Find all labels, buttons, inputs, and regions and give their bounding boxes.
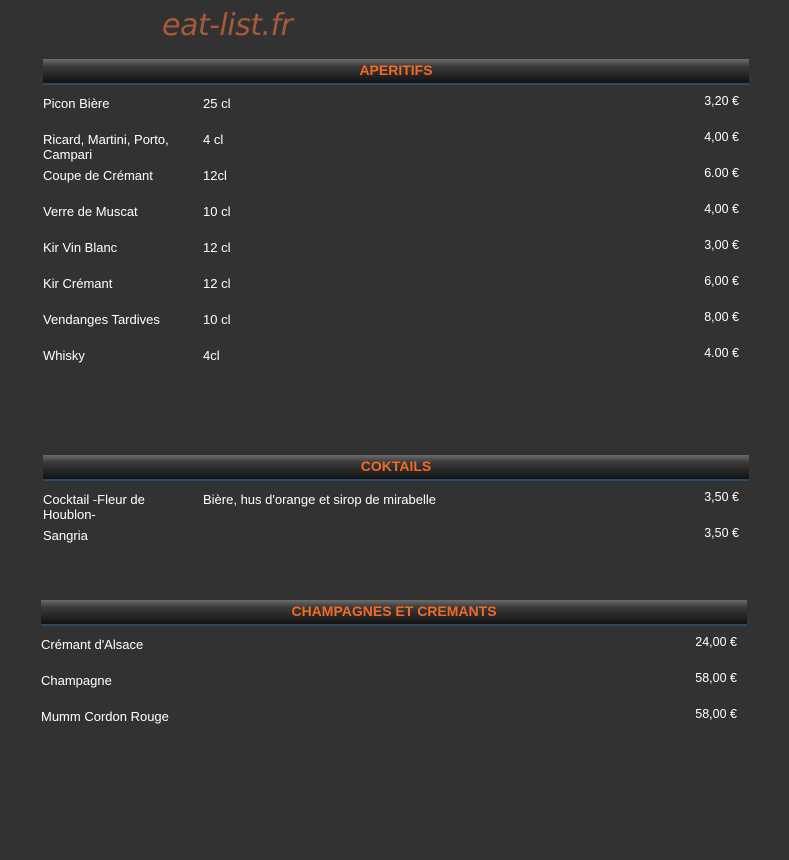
item-name: Mumm Cordon Rouge bbox=[41, 709, 169, 724]
item-name: Vendanges Tardives bbox=[43, 312, 160, 327]
item-volume: 12 cl bbox=[203, 276, 231, 291]
item-name: Whisky bbox=[43, 348, 85, 363]
menu-list-champagnes-cremants bbox=[41, 637, 747, 745]
menu-list-aperitifs bbox=[43, 96, 749, 384]
item-name: Coupe de Crémant bbox=[43, 168, 153, 183]
section-aperitifs bbox=[43, 59, 749, 384]
item-name: Ricard, Martini, Porto, Campari bbox=[43, 132, 169, 162]
item-volume: 10 cl bbox=[203, 312, 231, 327]
menu-item bbox=[41, 709, 747, 745]
item-description: Bière, hus d'orange et sirop de mirabelle bbox=[203, 492, 437, 507]
item-price: 3,50 € bbox=[704, 526, 739, 540]
item-name: Crémant d'Alsace bbox=[41, 637, 144, 652]
menu-item bbox=[43, 132, 749, 168]
section-header-aperitifs: APERITIFS bbox=[43, 59, 749, 85]
item-price: 4,00 € bbox=[704, 130, 739, 144]
item-volume: 4 cl bbox=[203, 132, 224, 147]
item-price: 3,50 € bbox=[704, 490, 739, 504]
item-volume: 12 cl bbox=[203, 240, 231, 255]
menu-item bbox=[43, 276, 749, 312]
item-price: 4,00 € bbox=[704, 202, 739, 216]
item-price: 3,00 € bbox=[704, 238, 739, 252]
menu-item bbox=[43, 204, 749, 240]
item-name: Kir Crémant bbox=[43, 276, 113, 291]
item-price: 58,00 € bbox=[695, 707, 737, 721]
section-header-champagnes-cremants: CHAMPAGNES ET CREMANTS bbox=[41, 600, 747, 626]
item-price: 24,00 € bbox=[695, 635, 737, 649]
item-price: 6,00 € bbox=[704, 274, 739, 288]
item-name: Picon Bière bbox=[43, 96, 110, 111]
menu-item bbox=[43, 492, 749, 528]
item-volume: 25 cl bbox=[203, 96, 231, 111]
item-name: Sangria bbox=[43, 528, 88, 543]
section-coktails bbox=[43, 455, 749, 564]
item-volume: 4cl bbox=[203, 348, 220, 363]
item-name: Verre de Muscat bbox=[43, 204, 138, 219]
item-price: 6.00 € bbox=[704, 166, 739, 180]
item-volume: 10 cl bbox=[203, 204, 231, 219]
menu-item bbox=[41, 637, 747, 673]
menu-item bbox=[41, 673, 747, 709]
item-volume: 12cl bbox=[203, 168, 227, 183]
item-price: 8,00 € bbox=[704, 310, 739, 324]
item-name: Kir Vin Blanc bbox=[43, 240, 118, 255]
menu-item bbox=[43, 168, 749, 204]
item-price: 3,20 € bbox=[704, 94, 739, 108]
item-name: Cocktail -Fleur de Houblon- bbox=[43, 492, 145, 522]
item-name: Champagne bbox=[41, 673, 112, 688]
menu-item bbox=[43, 312, 749, 348]
section-header-coktails: COKTAILS bbox=[43, 455, 749, 481]
section-champagnes-cremants bbox=[41, 600, 747, 745]
menu-list-coktails bbox=[43, 492, 749, 564]
menu-item bbox=[43, 528, 749, 564]
menu-item bbox=[43, 240, 749, 276]
site-logo: eat-list.fr bbox=[162, 8, 293, 43]
menu-item bbox=[43, 348, 749, 384]
item-price: 58,00 € bbox=[695, 671, 737, 685]
item-price: 4.00 € bbox=[704, 346, 739, 360]
menu-item bbox=[43, 96, 749, 132]
